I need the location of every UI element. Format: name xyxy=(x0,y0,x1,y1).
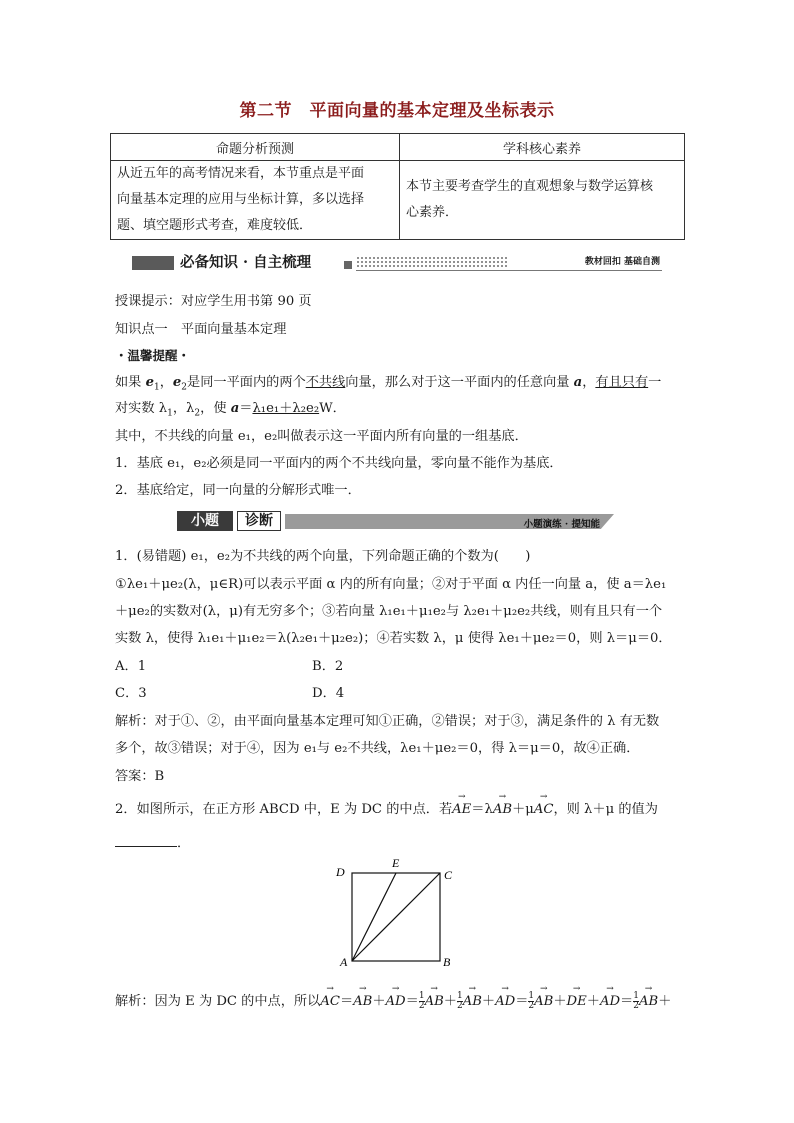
subscript: 2 xyxy=(181,382,188,393)
text: ＝ xyxy=(405,994,419,1009)
text: ＝ xyxy=(339,994,354,1009)
answer-blank xyxy=(115,834,177,847)
q1-line-3: ＋μe₂的实数对(λ，μ)有无穷多个；③若向量 λ₁e₁＋μ₁e₂与 λ₂e₁＋μ₂e₂共线，则有且只有一个 xyxy=(115,604,663,619)
denominator: 2 xyxy=(418,1001,425,1011)
table-header-literacy: 学科核心素养 xyxy=(400,134,685,161)
text: ＋ xyxy=(481,994,496,1009)
q1-answer: 答案：B xyxy=(115,769,165,784)
q2-solution xyxy=(115,990,671,1011)
numerator: 1 xyxy=(528,991,535,1001)
vector-ad: → AD xyxy=(386,994,406,1009)
numerator: 1 xyxy=(418,991,425,1001)
text: ＋ xyxy=(443,994,457,1009)
q1-option-d: D．4 xyxy=(312,686,345,701)
label-a: A xyxy=(340,955,348,969)
vector-ae: → AE xyxy=(452,802,471,817)
subscript: 2 xyxy=(194,408,201,419)
text: ＝ xyxy=(620,994,634,1009)
text: W． xyxy=(319,401,346,416)
note-1: 1．基底 e₁，e₂必须是同一平面内的两个不共线向量，零向量不能作为基底． xyxy=(115,456,563,471)
denominator: 2 xyxy=(633,1001,639,1011)
text: 一 xyxy=(648,375,662,390)
text: 2．如图所示，在正方形 ABCD 中，E 为 DC 的中点．若 xyxy=(115,802,453,817)
analysis-line: 向量基本定理的应用与坐标计算，多以选择 xyxy=(117,192,365,207)
analysis-line: 题、填空题形式考查，难度较低． xyxy=(117,218,313,233)
vector-ab: → AB xyxy=(493,802,512,817)
text: ＝ xyxy=(239,401,253,416)
q1-solution-2: 多个，故③错误；对于④，因为 e₁与 e₂不共线，λe₁＋μe₂＝0，得 λ＝μ＝0，故④正确． xyxy=(115,741,640,756)
vector-ab: → AB xyxy=(425,994,444,1009)
text: ，使 xyxy=(200,401,231,416)
text: ，λ xyxy=(172,401,195,416)
segment-ac xyxy=(352,873,440,961)
text: 是同一平面内的两个 xyxy=(187,375,306,390)
q1-option-c: C．3 xyxy=(115,686,147,701)
vector-a: a xyxy=(573,375,583,390)
q1-solution-1: 解析：对于①、②，由平面向量基本定理可知①正确，②错误；对于③，满足条件的 λ 有无数 xyxy=(115,714,660,729)
banner-label-1: 小题 xyxy=(177,511,233,531)
theorem-line-2 xyxy=(115,397,346,419)
analysis-line: 从近五年的高考情况来看，本节重点是平面 xyxy=(117,166,365,181)
vector-ac: → AC xyxy=(320,994,340,1009)
text: ＋ xyxy=(586,994,600,1009)
vector-ab: → AB xyxy=(639,994,658,1009)
numerator: 1 xyxy=(633,991,639,1001)
square-figure xyxy=(330,852,462,970)
vector-a: a xyxy=(230,401,240,416)
theorem-line-1 xyxy=(115,371,661,393)
label-e: E xyxy=(392,856,400,870)
q1-line-4: 实数 λ，使得 λ₁e₁＋μ₁e₂＝λ(λ₂e₁＋μ₂e₂)；④若实数 λ，μ 使得 λe₁＋μe₂＝0，则 λ＝μ＝0． xyxy=(115,631,672,646)
banner-block xyxy=(132,256,174,270)
banner-label-2: 诊断 xyxy=(237,511,281,531)
text: ＋ xyxy=(372,994,386,1009)
blank-period: ． xyxy=(177,836,191,851)
text: ＋ xyxy=(553,994,567,1009)
text: ＋ xyxy=(658,994,672,1009)
banner-title: 必备知识 · 自主梳理 xyxy=(180,254,312,271)
q1-stem: 1．(易错题) e₁，e₂为不共线的两个向量，下列命题正确的个数为( ) xyxy=(115,549,531,564)
section-banner-knowledge xyxy=(132,251,662,273)
label-b: B xyxy=(443,955,451,969)
text: ＋μ xyxy=(512,802,534,817)
knowledge-point-title: 知识点一 平面向量基本定理 xyxy=(115,322,287,337)
text: 对实数 λ xyxy=(115,401,168,416)
blank-answer: λ₁e₁＋λ₂e₂ xyxy=(252,401,320,416)
denominator: 2 xyxy=(456,1001,463,1011)
literacy-line: 心素养． xyxy=(406,205,459,220)
denominator: 2 xyxy=(528,1001,535,1011)
blank-answer: 不共线 xyxy=(305,375,346,390)
vector-ac: → AC xyxy=(534,802,554,817)
banner-line xyxy=(356,270,662,271)
vector-ad: → AD xyxy=(495,994,515,1009)
page-title: 第二节 平面向量的基本定理及坐标表示 xyxy=(239,101,555,121)
text: ＝λ xyxy=(471,802,493,817)
vector-ab: → AB xyxy=(534,994,553,1009)
subscript: 1 xyxy=(167,408,173,419)
label-c: C xyxy=(444,868,453,882)
vector-e: e xyxy=(172,375,182,390)
table-header-analysis: 命题分析预测 xyxy=(111,134,400,161)
q1-option-b: B．2 xyxy=(312,659,344,674)
basis-definition: 其中，不共线的向量 e₁，e₂叫做表示这一平面内所有向量的一组基底． xyxy=(115,429,528,444)
banner-subtitle: 教材回扣 基础自测 xyxy=(584,257,660,267)
section-banner-diagnosis xyxy=(177,509,614,533)
literacy-line: 本节主要考查学生的直观想象与数学运算核 xyxy=(406,179,654,194)
lesson-prompt: 授课提示：对应学生用书第 90 页 xyxy=(115,294,312,309)
q1-option-a: A．1 xyxy=(115,659,147,674)
note-2: 2．基底给定，同一向量的分解形式唯一． xyxy=(115,483,361,498)
reminder-heading: ・温馨提醒・ xyxy=(115,348,191,363)
table-cell-literacy xyxy=(400,161,685,240)
text: ＝ xyxy=(515,994,529,1009)
vector-ad: → AD xyxy=(600,994,620,1009)
vector-ab: → AB xyxy=(463,994,482,1009)
q2-stem xyxy=(115,798,658,817)
text: 解析：因为 E 为 DC 的中点，所以 xyxy=(115,994,321,1009)
banner-subtitle: 小题演练 · 提知能 xyxy=(523,519,600,530)
vector-e: e xyxy=(145,375,154,390)
text: ， xyxy=(159,375,173,390)
text: ，则 λ＋μ 的值为 xyxy=(553,802,658,817)
text: ， xyxy=(582,375,596,390)
segment-ae xyxy=(352,873,396,961)
subscript: 1 xyxy=(153,382,160,393)
numerator: 1 xyxy=(456,991,463,1001)
vector-ab: → AB xyxy=(353,994,372,1009)
banner-square xyxy=(344,261,352,269)
table-cell-analysis xyxy=(111,161,400,240)
blank-answer: 有且只有 xyxy=(595,375,649,390)
text: 向量，那么对于这一平面内的任意向量 xyxy=(345,375,574,390)
vector-de: → DE xyxy=(567,994,587,1009)
q1-line-2: ①λe₁＋μe₂(λ，μ∈R)可以表示平面 α 内的所有向量；②对于平面 α 内任一向量 a，使 a＝λe₁ xyxy=(115,577,667,592)
banner-dots xyxy=(356,256,508,268)
analysis-table xyxy=(110,133,685,240)
label-d: D xyxy=(336,865,345,879)
text: 如果 xyxy=(115,375,146,390)
